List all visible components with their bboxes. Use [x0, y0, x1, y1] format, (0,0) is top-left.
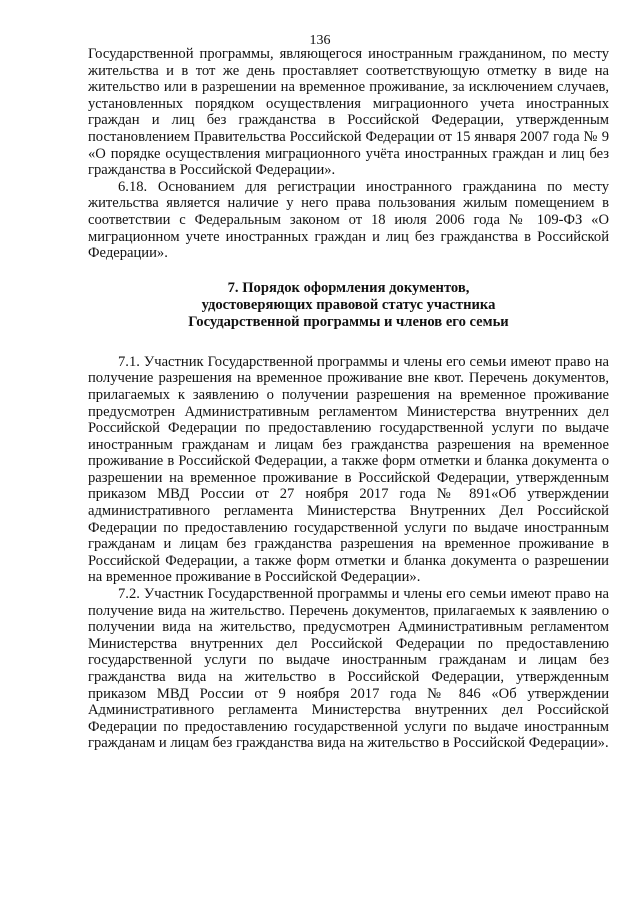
section-heading-line: удостоверяющих правовой статус участника — [201, 296, 496, 313]
section-7-heading — [88, 280, 609, 331]
paragraph-7-2: 7.2. Участник Государственной программы и члены его семьи имеют право на получение вида на жительство. Перечень документов, прилагаемых к заявлению о получении вида на жительство, предусмотрен Административным регламентом Министерства внутренних дел Российской Федерации по предоставлению государственной услуги по выдаче иностранным гражданам и лицам без гражданства вида на жительство в Российской Федерации, утвержденным приказом МВД России от 9 ноября 2017 года № 846 «Об утверждении Административного регламента Министерства внутренних дел Российской Федерации по предоставлению государственной услуги по выдаче иностранным гражданам и лицам без гражданства вида на жительство в Российской Федерации». — [88, 586, 609, 752]
paragraph-6-18: 6.18. Основанием для регистрации иностранного гражданина по месту жительства является наличие у него права пользования жилым помещением в соответствии с Федеральным законом от 18 июля 2006 года № 109-ФЗ «О миграционном учете иностранных граждан и лиц без гражданства в Российской Федерации». — [88, 178, 609, 262]
paragraph-6-17-continuation: Государственной программы, являющегося иностранным гражданином, по месту жительства и в тот же день проставляет соответствующую отметку в виде на жительство или в разрешении на временное проживание, за исключением случаев, установленных порядком осуществления миграционного учета иностранных граждан и лиц без гражданства в Российской Федерации, утвержденным постановлением Правительства Российской Федерации от 15 января 2007 года № 9 «О порядке осуществления миграционного учёта иностранных граждан и лиц без гражданства в Российской Федерации». — [88, 46, 609, 179]
page-number: 136 — [309, 33, 331, 48]
paragraph-7-1: 7.1. Участник Государственной программы и члены его семьи имеют право на получение разрешения на временное проживание вне квот. Перечень документов, прилагаемых к заявлению о получении разрешения на временное проживание предусмотрен Административным регламентом Министерства внутренних дел Российской Федерации по предоставлению государственной услуги по выдаче иностранным гражданам и лицам без гражданства разрешения на временное проживание в Российской Федерации, а также форм отметки и бланка документа о разрешении на временное проживание в Российской Федерации, утвержденным приказом МВД России от 27 ноября 2017 года № 891«Об утверждении административного регламента Министерства Внутренних Дел Российской Федерации по предоставлению государственной услуги по выдаче иностранным гражданам и лицам без гражданства разрешения на временное проживание в Российской Федерации, а также форм отметки и бланка документа о разрешении на временное проживание в Российской Федерации». — [88, 353, 609, 586]
section-heading-line: 7. Порядок оформления документов, — [227, 279, 470, 296]
document-body — [88, 46, 609, 752]
section-heading-line: Государственной программы и членов его семьи — [188, 313, 509, 330]
